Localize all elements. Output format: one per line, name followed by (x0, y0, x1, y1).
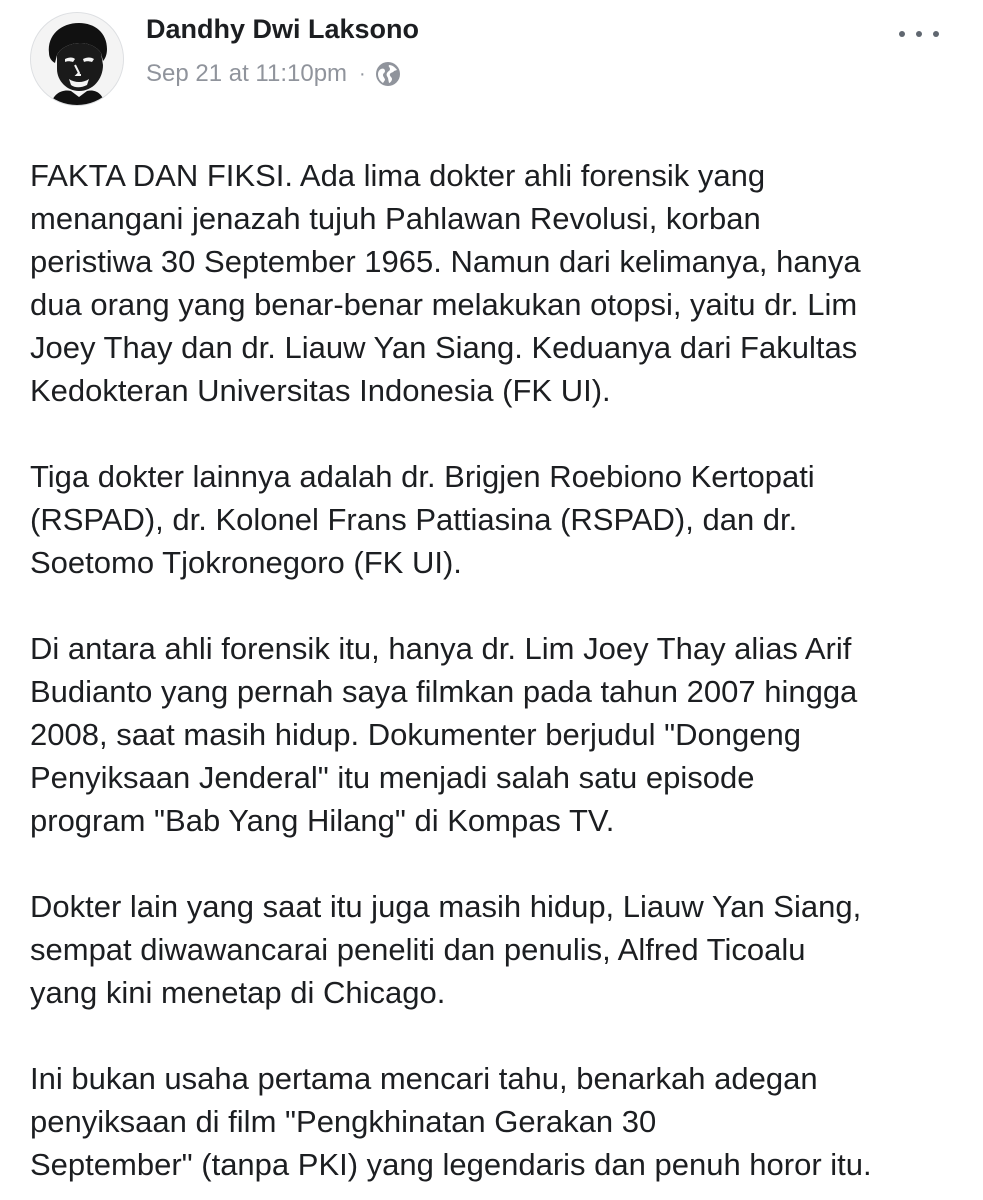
author-avatar[interactable] (30, 12, 124, 106)
post-meta (146, 59, 401, 89)
post-paragraph: Dokter lain yang saat itu juga masih hidup, Liauw Yan Siang, sempat diwawancarai peneliti dan penulis, Alfred Ticoalu yang kini menetap di Chicago. (30, 889, 862, 1010)
post-header (0, 0, 983, 120)
post-timestamp[interactable]: Sep 21 at 11:10pm (146, 60, 348, 87)
post-paragraph: Di antara ahli forensik itu, hanya dr. Lim Joey Thay alias Arif Budianto yang pernah saya filmkan pada tahun 2007 hingga 2008, saat masih hidup. Dokumenter berjudul "Dongeng Penyiksaan Jenderal" itu menjadi salah satu episode program "Bab Yang Hilang" di Kompas TV. (30, 631, 858, 838)
meta-separator: · (359, 62, 366, 85)
avatar-portrait-icon (31, 13, 123, 105)
globe-icon[interactable] (375, 61, 401, 87)
post-paragraph: Tiga dokter lainnya adalah dr. Brigjen Roebiono Kertopati (RSPAD), dr. Kolonel Frans Pattiasina (RSPAD), dan dr. Soetomo Tjokronegoro (FK UI). (30, 459, 815, 580)
post-paragraph: FAKTA DAN FIKSI. Ada lima dokter ahli forensik yang menangani jenazah tujuh Pahlawan Revolusi, korban peristiwa 30 September 1965. Namun dari kelimanya, hanya dua orang yang benar-benar melakukan otopsi, yaitu dr. Lim Joey Thay dan dr. Liauw Yan Siang. Keduanya dari Fakultas Kedokteran Universitas Indonesia (FK UI). (30, 158, 861, 408)
more-options-icon[interactable] (899, 22, 939, 46)
author-name[interactable]: Dandhy Dwi Laksono (146, 14, 420, 44)
post-paragraph: Ini bukan usaha pertama mencari tahu, benarkah adegan penyiksaan di film "Pengkhinatan Gerakan 30 September" (tanpa PKI) yang legendaris dan penuh horor itu. (30, 1061, 872, 1182)
post-body (30, 154, 960, 1186)
